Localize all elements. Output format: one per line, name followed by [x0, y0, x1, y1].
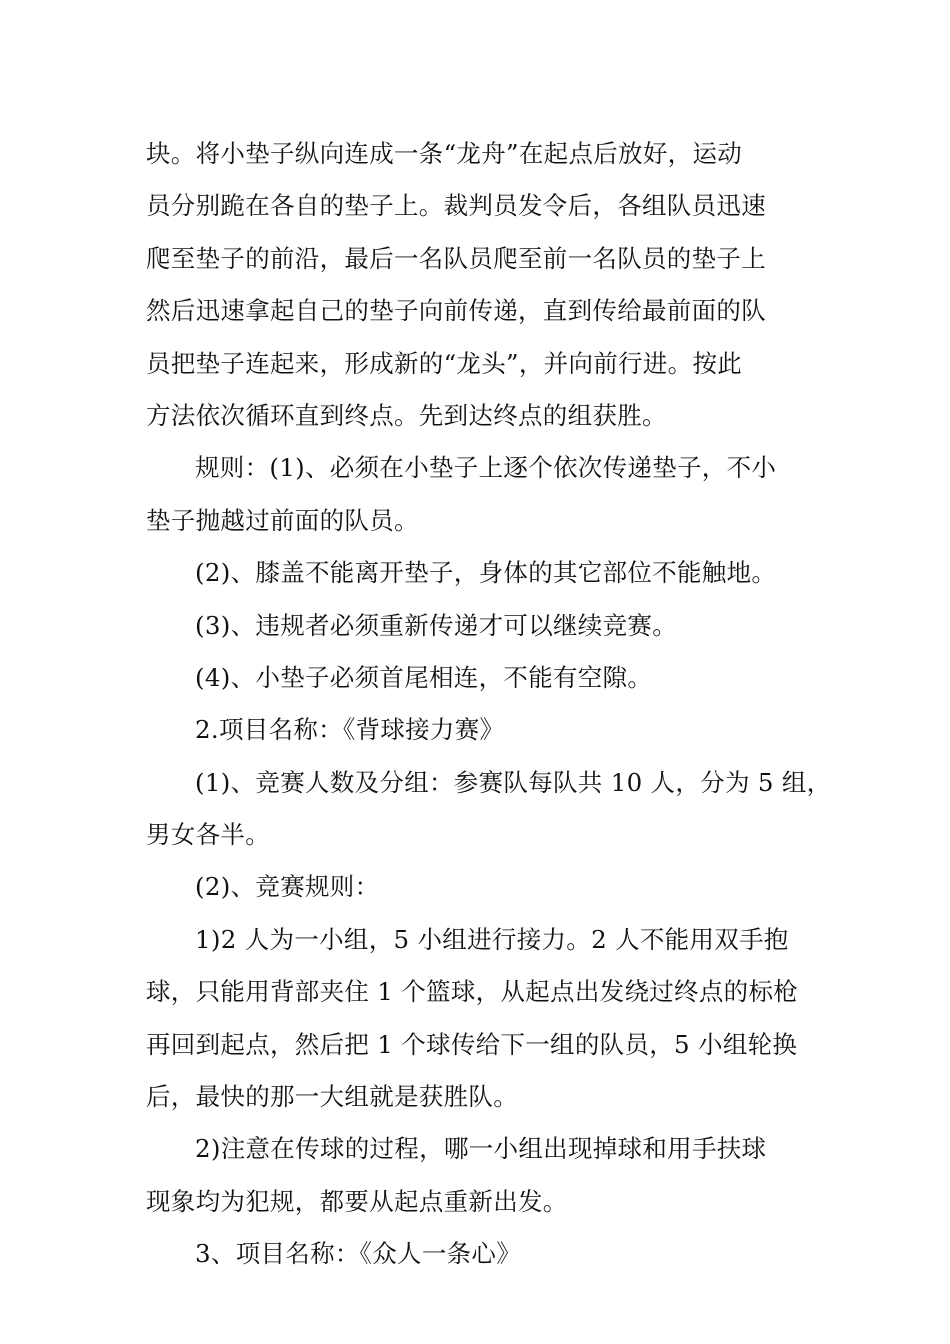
- rules-line-2: 垫子抛越过前面的队员。: [146, 505, 419, 535]
- body-line-1: 块。将小垫子纵向连成一条“龙舟”在起点后放好，运动: [146, 139, 743, 168]
- section2-rule-1-cont-c: 后，最快的那一大组就是获胜队。: [146, 1082, 518, 1112]
- section2-item-2: (2)、竞赛规则：: [195, 872, 380, 902]
- section2-rule-2: 2)注意在传球的过程，哪一小组出现掉球和用手扶球: [195, 1134, 767, 1164]
- rules-line-1: 规则：(1)、必须在小垫子上逐个依次传递垫子，不小: [195, 453, 777, 483]
- body-line-4: 然后迅速拿起自己的垫子向前传递，直到传给最前面的队: [146, 296, 766, 326]
- section2-item-1-cont: 男女各半。: [146, 820, 270, 850]
- body-line-6: 方法依次循环直到终点。先到达终点的组获胜。: [146, 400, 667, 430]
- body-line-3: 爬至垫子的前沿，最后一名队员爬至前一名队员的垫子上: [146, 243, 766, 273]
- section2-rule-1: 1)2 人为一小组，5 小组进行接力。2 人不能用双手抱: [195, 924, 789, 954]
- section2-item-1: (1)、竞赛人数及分组：参赛队每队共 10 人，分为 5 组，: [195, 767, 832, 797]
- rule-2: (2)、膝盖不能离开垫子，身体的其它部位不能触地。: [195, 558, 777, 588]
- rule-4: (4)、小垫子必须首尾相连，不能有空隙。: [195, 662, 653, 692]
- body-line-2: 员分别跪在各自的垫子上。裁判员发令后，各组队员迅速: [146, 191, 766, 221]
- section-heading-3: 3、项目名称：《众人一条心》: [195, 1239, 522, 1269]
- section-heading-2: 2.项目名称：《背球接力赛》: [195, 715, 505, 745]
- section2-rule-1-cont-b: 再回到起点，然后把 1 个球传给下一组的队员，5 小组轮换: [146, 1029, 798, 1059]
- section2-rule-2-cont: 现象均为犯规，都要从起点重新出发。: [146, 1186, 568, 1216]
- body-line-5: 员把垫子连起来，形成新的“龙头”，并向前行进。按此: [146, 348, 743, 378]
- document-body: [146, 128, 832, 1281]
- section2-rule-1-cont-a: 球，只能用背部夹住 1 个篮球，从起点出发绕过终点的标枪: [146, 977, 799, 1007]
- rule-3: (3)、违规者必须重新传递才可以继续竞赛。: [195, 610, 678, 640]
